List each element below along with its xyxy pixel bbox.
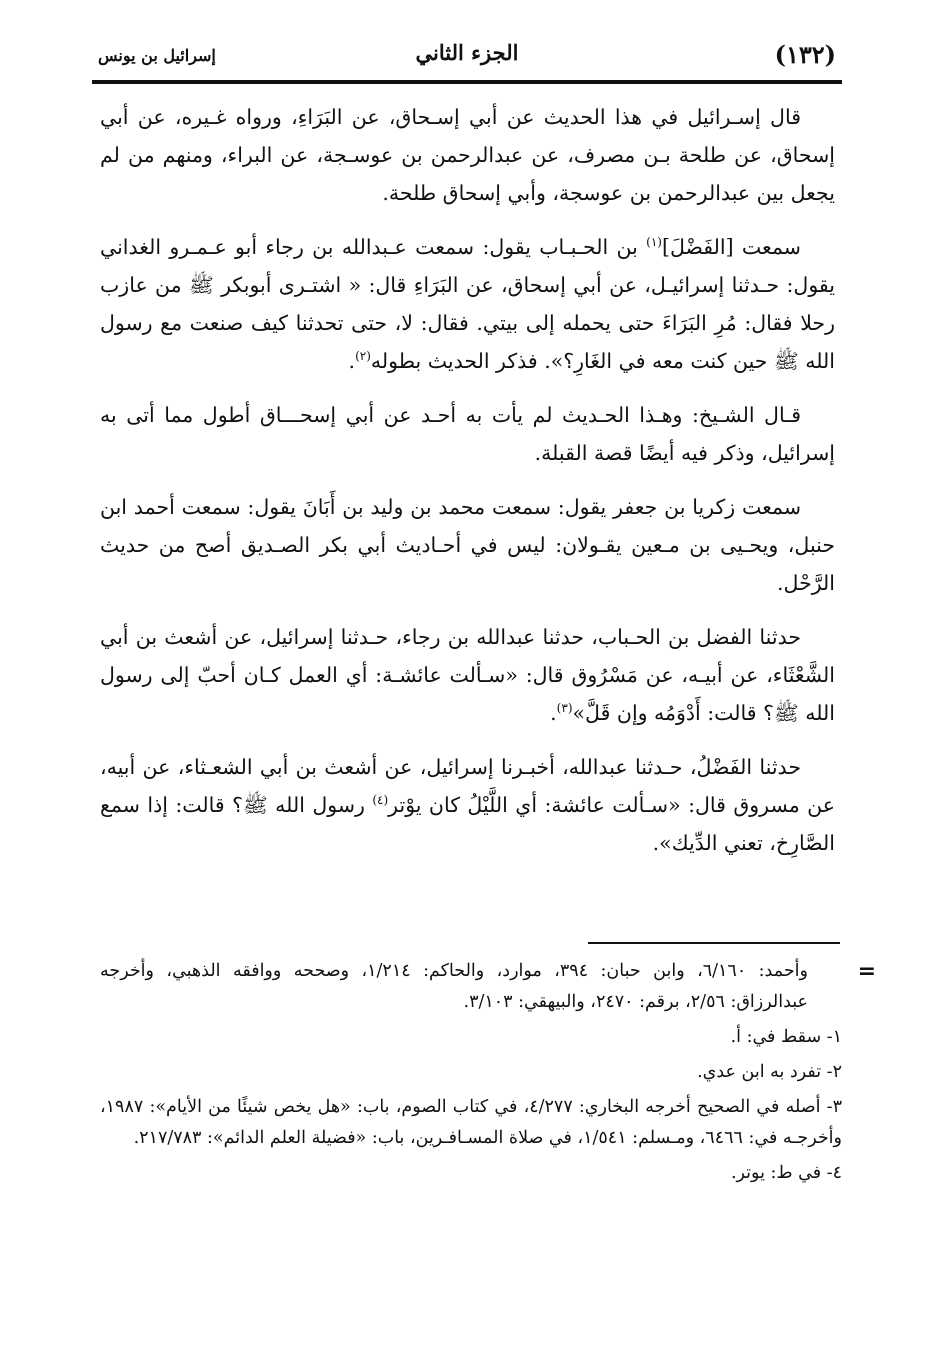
page-header xyxy=(92,36,842,76)
paragraph-6 xyxy=(100,748,835,862)
page-number: (١٣٢) xyxy=(774,40,836,69)
header-divider xyxy=(92,80,842,84)
paragraph-2-end: . xyxy=(348,349,356,373)
paragraph-5-end: . xyxy=(550,701,557,725)
footnote-ref-4[interactable]: (٤) xyxy=(372,793,389,808)
part-title: الجزء الثاني xyxy=(415,40,519,65)
paragraph-3: قـال الشـيخ: وهـذا الحـديث لم يأت به أحـد عن أبي إسحـــاق أطول مما أتى به إسرائيل، وذكر فيه أيضًا قصة القبلة. xyxy=(100,403,835,465)
footnote-ref-2[interactable]: (٢) xyxy=(355,349,371,364)
paragraph-1: قال إسـرائيل في هذا الحديث عن أبي إسـحاق، عن البَرَاءِ، ورواه غـيره، عن أبي إسحاق، عن طلحة بـن مصرف، عن عبدالرحمن بن عوسـجة، عن البراء، ومنهم من لم يجعل بين عبدالرحمن بن عوسجة، وأبي إسحاق طلحة. xyxy=(100,105,835,205)
book-title: إسرائيل بن يونس xyxy=(98,46,216,65)
paragraph-6-end: رسول الله ﷺ؟ قالت: إذا سمع الصَّارِخ، تعني الدِّيك». xyxy=(100,793,835,855)
paragraph-2-rest: بن الحـبـاب يقول: سمعت عـبدالله بن رجاء أبو عـمـرو الغداني يقول: حـدثنا إسرائيـل، عن أبي إسحاق، عن البَرَاءِ قال: « اشتـرى أبوبكر ﷺ من عازب رحلا فقال: مُرِ البَرَاءَ حتى يحمله إلى بيتي. فقال: لا، حتى تحدثنا كيف صنعت مع رسول الله ﷺ حين كنت معه في الغَارِ؟». فذكر الحديث بطوله xyxy=(100,235,835,373)
paragraph-5-start: حدثنا الفضل بن الحـباب، حدثنا عبدالله بن رجاء، حـدثنا إسرائيل، عن أشعث بن أبي الشَّعْثَاء، عن أبيـه، عن مَسْرُوق قال: «سـألت عائشـة: أي العمل كـان أحبّ إلى رسول الله ﷺ؟ قالت: أَدْوَمُه وإن قَلَّ» xyxy=(100,625,835,725)
paragraph-2-start: سمعت [الفَضْلَ] xyxy=(661,235,801,259)
footnote-1: ١- سقط في: أ. xyxy=(730,1027,842,1047)
footnotes xyxy=(100,956,876,1193)
continuation-equals-icon: = xyxy=(857,959,876,984)
footnote-divider xyxy=(588,942,840,944)
footnote-ref-3[interactable]: (٣) xyxy=(556,701,573,716)
footnote-continuation xyxy=(100,956,876,1018)
paragraph-5 xyxy=(100,618,835,732)
footnote-continuation-text: وأحمد: ٦/١٦٠، وابن حبان: ٣٩٤، موارد، والحاكم: ١/٢١٤، وصححه ووافقه الذهبي، وأخرجه عبدالرزاق: ٢/٥٦، برقم: ٢٤٧٠، والبيهقي: ٣/١٠٣. xyxy=(100,961,808,1012)
footnote-3: ٣- أصله في الصحيح أخرجه البخاري: ٤/٢٧٧، في كتاب الصوم، باب: «هل يخص شيئًا من الأيام»: ١٩٨٧، وأخرجـه في: ٦٤٦٦، ومـسلم: ١/٥٤١، في صلاة المسـافـرين، باب: «فضيلة العلم الدائم»: ٢١٧/٧٨٣. xyxy=(100,1097,842,1148)
paragraph-2 xyxy=(100,228,835,380)
paragraph-6-start: حدثنا الفَضْلُ، حـدثنا عبدالله، أخبـرنا إسرائيل، عن أشعث بن أبي الشعـثاء، عن أبيه، عن مسروق قال: «سـألت عائشة: أي اللَّيْلُ كان يوْتر xyxy=(100,755,836,817)
paragraph-4: سمعت زكريا بن جعفر يقول: سمعت محمد بن وليد بن أَبَانَ يقول: سمعت أحمد ابن حنبل، ويحـيى بن مـعين يقـولان: ليس في أحـاديث أبي بكر الصـديق أصح من حديث الرَّحْل. xyxy=(100,495,835,595)
footnote-ref-1[interactable]: (١) xyxy=(646,235,662,250)
footnote-2: ٢- تفرد به ابن عدي. xyxy=(697,1062,842,1082)
main-text xyxy=(100,98,835,878)
footnote-4: ٤- في ط: يوتر. xyxy=(730,1163,842,1183)
